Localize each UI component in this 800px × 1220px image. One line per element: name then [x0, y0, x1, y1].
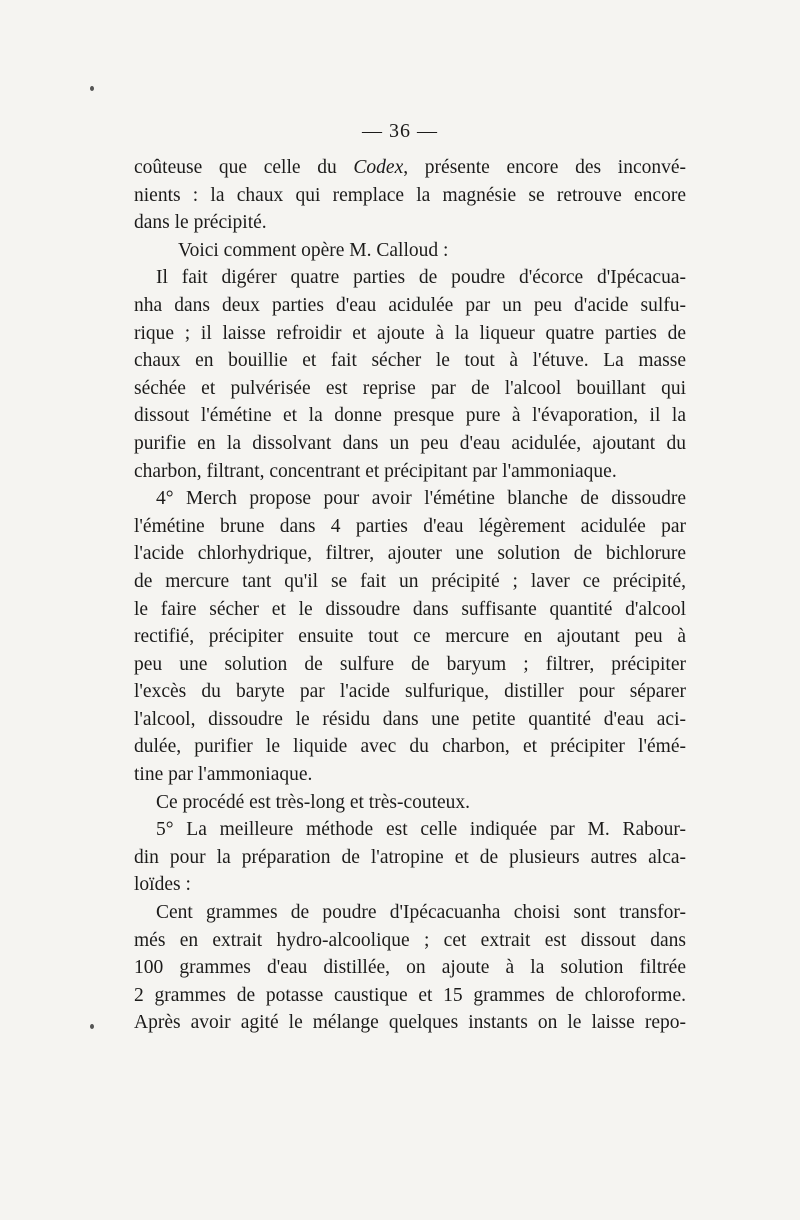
text-line: dulée, purifier le liquide avec du charbon, et précipiter l'émé- — [134, 736, 686, 758]
text-line: més en extrait hydro-alcoolique ; cet extrait est dissout dans — [134, 929, 686, 951]
text-line: 2 grammes de potasse caustique et 15 grammes de chloroforme. — [134, 984, 686, 1006]
text-line: séchée et pulvérisée est reprise par de l'alcool bouillant qui — [134, 377, 686, 399]
paper-speck — [90, 1024, 94, 1029]
text-line: 4° Merch propose pour avoir l'émétine blanche de dissoudre — [156, 488, 686, 510]
text-line: purifie en la dissolvant dans un peu d'eau acidulée, ajoutant du — [134, 432, 686, 454]
codex-emphasis: Codex — [353, 157, 404, 178]
text-line: peu une solution de sulfure de baryum ; filtrer, précipiter — [134, 653, 686, 675]
paragraph — [134, 154, 686, 237]
text-line: nients : la chaux qui remplace la magnésie se retrouve encore — [134, 184, 686, 206]
paragraph — [134, 237, 686, 265]
text-line: Il fait digérer quatre parties de poudre d'écorce d'Ipécacua- — [156, 267, 686, 289]
text-line: Cent grammes de poudre d'Ipécacuanha choisi sont transfor- — [156, 902, 686, 924]
text-line: l'acide chlorhydrique, filtrer, ajouter une solution de bichlorure — [134, 543, 686, 565]
text-line: l'alcool, dissoudre le résidu dans une petite quantité d'eau aci- — [134, 708, 686, 730]
paragraph — [134, 899, 686, 1037]
text-line: Voici comment opère M. Calloud : — [178, 239, 449, 261]
text-line: loïdes : — [134, 874, 191, 896]
text-line: 5° La meilleure méthode est celle indiquée par M. Rabour- — [156, 819, 686, 841]
paragraph — [134, 264, 686, 485]
paper-speck — [90, 86, 94, 91]
text-line: charbon, filtrant, concentrant et précipitant par l'ammoniaque. — [134, 460, 617, 482]
body-text — [134, 154, 686, 1037]
text-line: chaux en bouillie et fait sécher le tout à l'étuve. La masse — [134, 350, 686, 372]
text-line: rectifié, précipiter ensuite tout ce mercure en ajoutant peu à — [134, 626, 686, 648]
text-line: le faire sécher et le dissoudre dans suffisante quantité d'alcool — [134, 598, 686, 620]
text-line: rique ; il laisse refroidir et ajoute à la liqueur quatre parties de — [134, 322, 686, 344]
text-line: l'émétine brune dans 4 parties d'eau légèrement acidulée par — [134, 515, 686, 537]
text-line: de mercure tant qu'il se fait un précipité ; laver ce précipité, — [134, 570, 686, 592]
text-line: dans le précipité. — [134, 212, 267, 234]
text-line: coûteuse que celle du Codex, présente encore des inconvé- — [134, 157, 686, 178]
text-line: Ce procédé est très-long et très-couteux. — [156, 791, 471, 813]
paragraph — [134, 485, 686, 789]
text-line: tine par l'ammoniaque. — [134, 764, 313, 786]
page-number: — 36 — — [362, 120, 438, 142]
text-line: Après avoir agité le mélange quelques instants on le laisse repo- — [134, 1012, 686, 1034]
text-line: dissout l'émétine et la donne presque pure à l'évaporation, il la — [134, 405, 686, 427]
text-line: l'excès du baryte par l'acide sulfurique, distiller pour séparer — [134, 681, 686, 703]
text-line: 100 grammes d'eau distillée, on ajoute à la solution filtrée — [134, 957, 686, 979]
text-line: nha dans deux parties d'eau acidulée par un peu d'acide sulfu- — [134, 294, 686, 316]
text-line: din pour la préparation de l'atropine et de plusieurs autres alca- — [134, 846, 686, 868]
paragraph — [134, 789, 686, 817]
paragraph — [134, 816, 686, 899]
